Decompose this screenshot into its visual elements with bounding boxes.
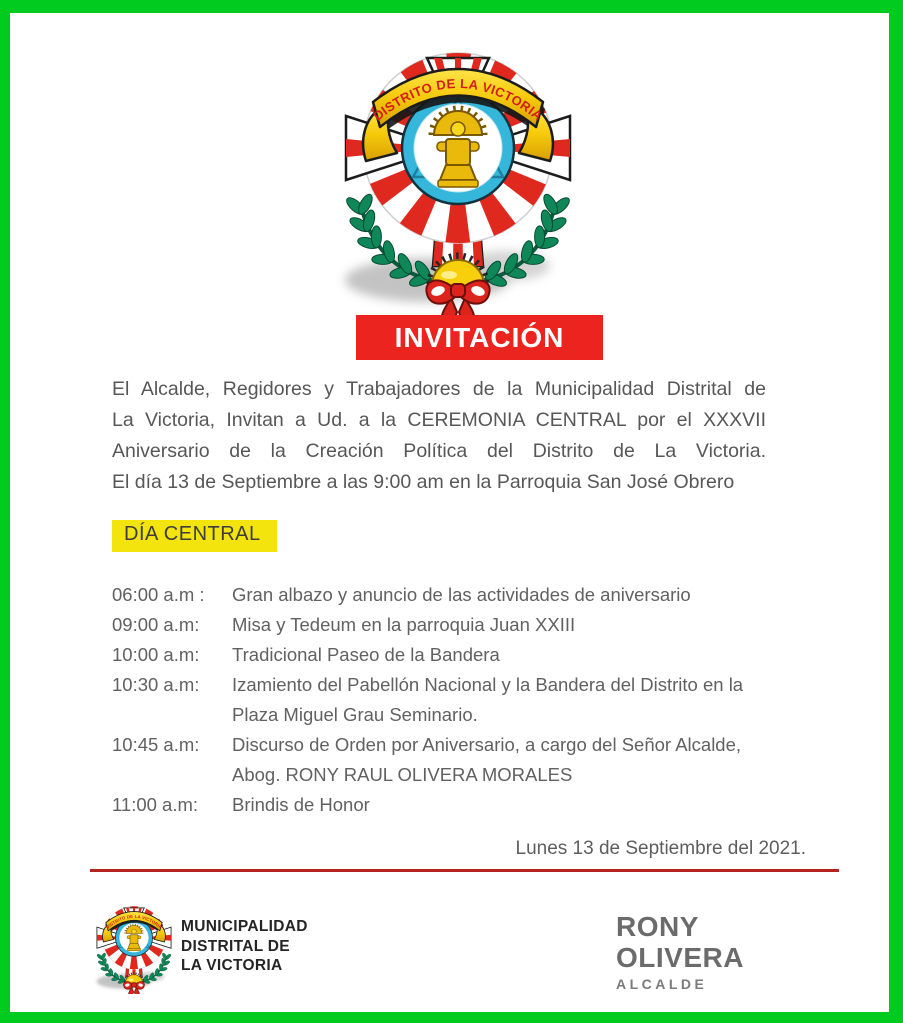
schedule-time: 09:00 a.m: <box>112 614 200 635</box>
schedule-time: 10:30 a.m: <box>112 674 200 695</box>
schedule-time: 06:00 a.m : <box>112 584 205 605</box>
municipality-name <box>181 917 308 976</box>
mayor-last-name: OLIVERA <box>616 942 744 973</box>
mayor-role: ALCALDE <box>616 976 708 992</box>
schedule-row <box>112 670 780 730</box>
schedule-desc: Izamiento del Pabellón Nacional y la Bandera del Distrito en la <box>232 674 744 695</box>
schedule-row <box>112 640 780 670</box>
schedule-list <box>112 580 780 820</box>
invitation-title: INVITACIÓN <box>394 321 565 353</box>
event-date: Lunes 13 de Septiembre del 2021. <box>515 838 806 859</box>
schedule-desc: Brindis de Honor <box>232 794 370 815</box>
intro-line: El día 13 de Septiembre a las 9:00 am en la Parroquia San José Obrero <box>112 471 735 493</box>
intro-line: Aniversario de la Creación Política del Distrito de La Victoria. <box>112 440 766 462</box>
mayor-signature <box>616 911 744 992</box>
intro-paragraph <box>112 374 766 498</box>
section-label-dia-central: DÍA CENTRAL <box>112 520 277 552</box>
mayor-first-name: RONY <box>616 911 699 942</box>
schedule-desc: Plaza Miguel Grau Seminario. <box>232 704 478 725</box>
schedule-time: 10:45 a.m: <box>112 734 200 755</box>
schedule-desc: Misa y Tedeum en la parroquia Juan XXIII <box>232 614 576 635</box>
schedule-desc: Tradicional Paseo de la Bandera <box>232 644 500 665</box>
footer-crest-logo <box>93 898 173 994</box>
municipality-line: MUNICIPALIDAD <box>181 918 308 935</box>
schedule-desc: Discurso de Orden por Aniversario, a cargo del Señor Alcalde, <box>232 734 742 755</box>
invitation-title-banner <box>356 315 603 360</box>
schedule-time: 10:00 a.m: <box>112 644 200 665</box>
intro-line: La Victoria, Invitan a Ud. a la CEREMONIA CENTRAL por el XXXVII <box>112 409 766 431</box>
municipality-line: DISTRITAL DE <box>181 937 290 955</box>
schedule-row <box>112 730 780 790</box>
intro-line: El Alcalde, Regidores y Trabajadores de la Municipalidad Distrital de <box>112 378 766 400</box>
municipality-line: LA VICTORIA <box>181 957 283 974</box>
red-divider <box>90 869 839 872</box>
schedule-row <box>112 790 780 820</box>
schedule-time: 11:00 a.m: <box>112 794 199 815</box>
schedule-desc: Gran albazo y anuncio de las actividades de aniversario <box>232 584 691 605</box>
schedule-row <box>112 580 780 610</box>
schedule-row <box>112 610 780 640</box>
crest-emblem <box>333 28 577 318</box>
schedule-desc: Abog. RONY RAUL OLIVERA MORALES <box>232 764 573 785</box>
